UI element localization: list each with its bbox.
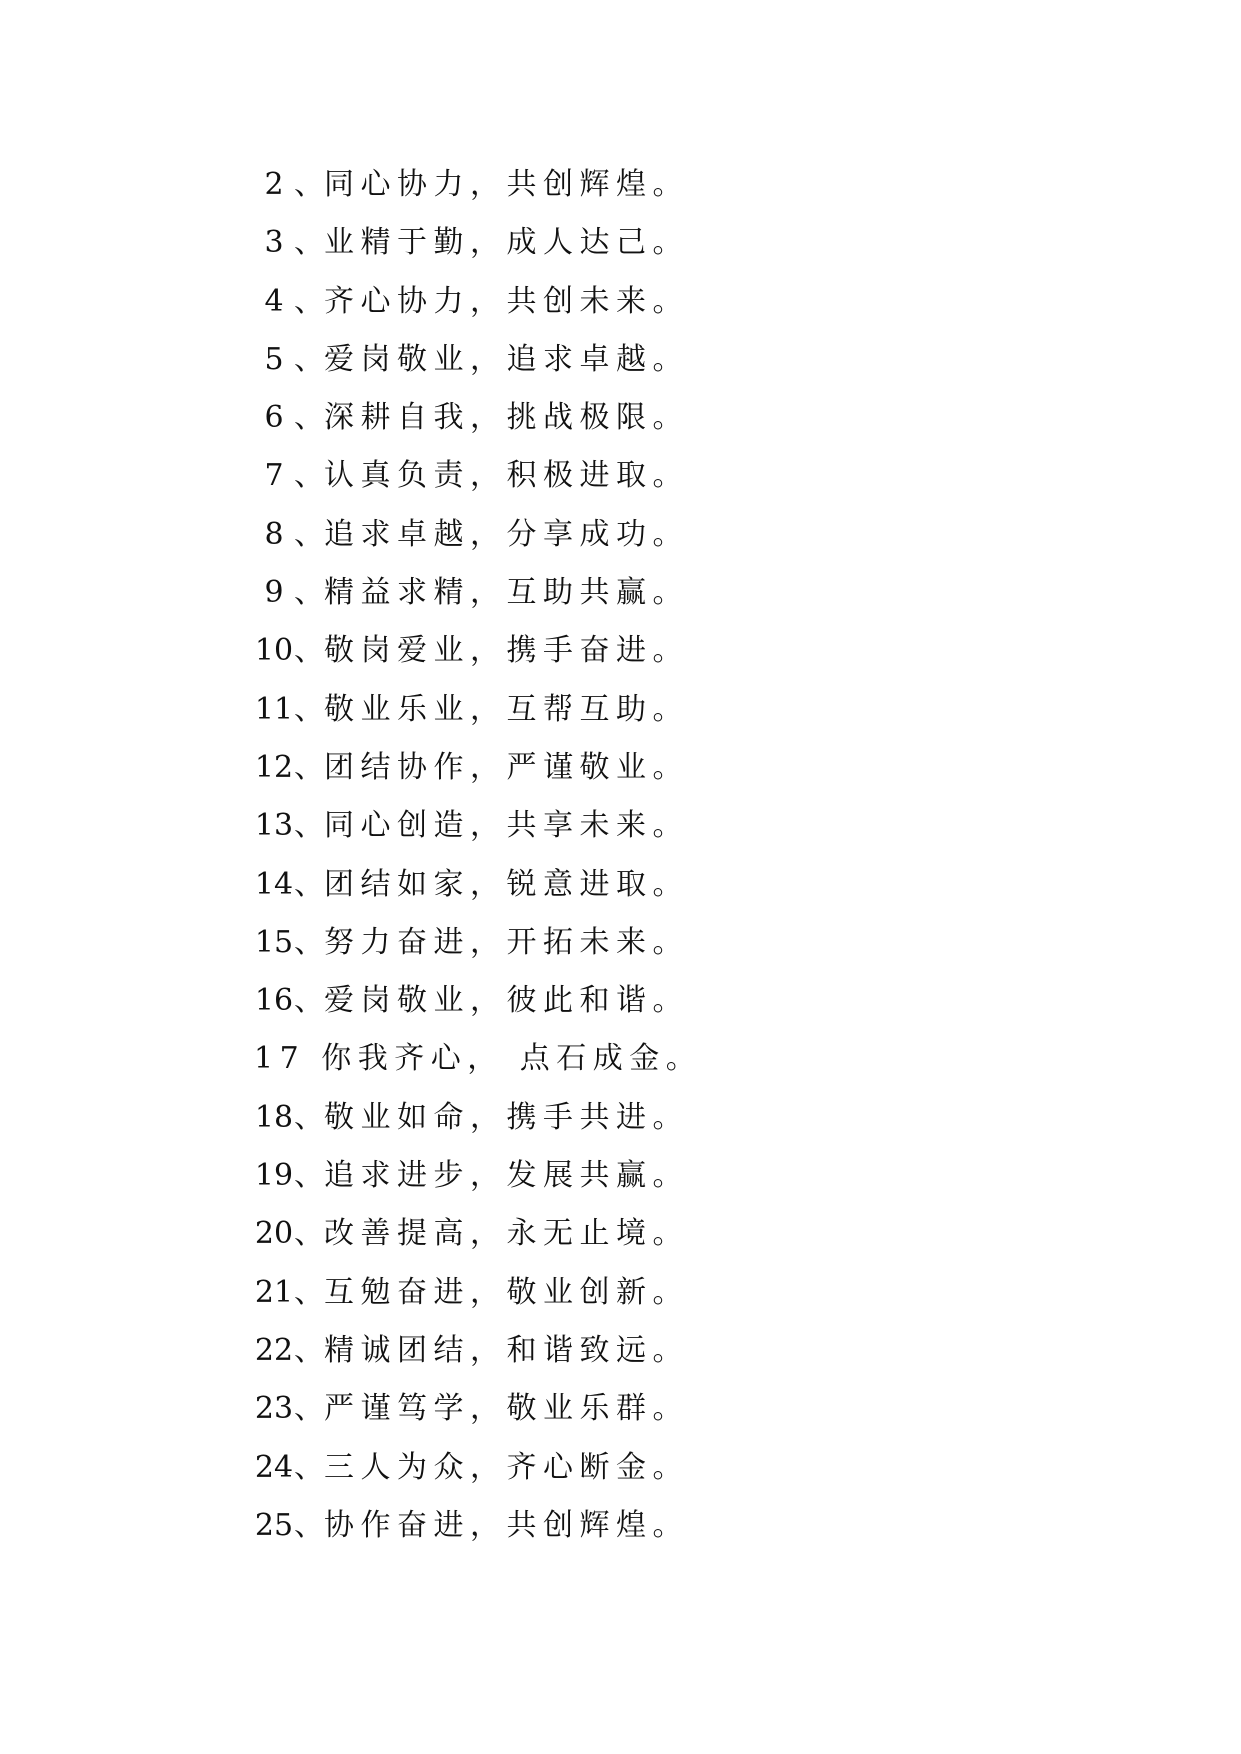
item-separator: 、: [294, 341, 324, 377]
list-item: [254, 389, 702, 447]
list-item: [254, 1322, 702, 1380]
item-separator: 、: [294, 691, 324, 727]
list-item: [254, 447, 702, 505]
list-item: [254, 1205, 702, 1263]
list-item: [254, 739, 702, 797]
list-item: [254, 1264, 702, 1322]
list-item: [254, 506, 702, 564]
item-separator: 、: [294, 225, 324, 261]
item-text: 业精于勤，成人达己。: [324, 225, 689, 261]
item-text: 协作奋进，共创辉煌。: [324, 1507, 689, 1543]
item-number: 12: [254, 749, 294, 785]
list-item: [254, 1439, 702, 1497]
item-number: 13: [254, 808, 294, 844]
item-number: 25: [254, 1507, 294, 1543]
item-separator: 、: [294, 1216, 324, 1252]
list-item: [254, 156, 702, 214]
item-text: 爱岗敬业，追求卓越。: [324, 341, 689, 377]
item-text: 追求卓越，分享成功。: [324, 516, 689, 552]
list-item: [254, 622, 702, 680]
item-text: 团结协作，严谨敬业。: [324, 749, 689, 785]
item-separator: 、: [294, 1391, 324, 1427]
slogan-list: [254, 156, 702, 1555]
item-separator: 、: [294, 575, 324, 611]
list-item: [254, 1497, 702, 1555]
item-text: 同心协力，共创辉煌。: [324, 167, 689, 202]
list-item: [254, 1380, 702, 1438]
list-item: [254, 914, 702, 972]
item-separator: 、: [294, 1274, 324, 1310]
item-separator: 、: [294, 1158, 324, 1194]
item-number: 20: [254, 1216, 294, 1252]
item-number: 21: [254, 1274, 294, 1310]
item-text: 努力奋进，开拓未来。: [324, 924, 689, 960]
item-text: 改善提高，永无止境。: [324, 1216, 689, 1252]
list-item: [254, 1089, 702, 1147]
item-number: 2: [264, 167, 284, 202]
list-item: [254, 797, 702, 855]
item-number: 23: [254, 1391, 294, 1427]
item-separator: 、: [294, 167, 324, 202]
item-number: 14: [254, 866, 294, 902]
list-item-unformatted: [254, 1030, 702, 1088]
item-separator: 、: [294, 1449, 324, 1485]
item-raw-text: 17 你我齐心， 点石成金。: [254, 1041, 703, 1077]
item-text: 精益求精，互助共赢。: [324, 575, 689, 611]
item-number: 24: [254, 1449, 294, 1485]
item-separator: 、: [294, 924, 324, 960]
item-number: 11: [254, 691, 294, 727]
list-item: [254, 856, 702, 914]
item-text: 团结如家，锐意进取。: [324, 866, 689, 902]
item-separator: 、: [294, 808, 324, 844]
item-text: 精诚团结，和谐致远。: [324, 1332, 689, 1368]
item-text: 三人为众，齐心断金。: [324, 1449, 689, 1485]
item-number: 22: [254, 1332, 294, 1368]
item-number: 4: [264, 283, 284, 319]
item-separator: 、: [294, 983, 324, 1019]
item-separator: 、: [294, 458, 324, 494]
item-number: 5: [264, 341, 284, 377]
item-number: 6: [264, 400, 284, 436]
item-number: 15: [254, 924, 294, 960]
item-separator: 、: [294, 1507, 324, 1543]
item-text: 爱岗敬业，彼此和谐。: [324, 983, 689, 1019]
item-number: 16: [254, 983, 294, 1019]
item-text: 深耕自我，挑战极限。: [324, 400, 689, 436]
item-separator: 、: [294, 516, 324, 552]
item-separator: 、: [294, 1332, 324, 1368]
item-number: 3: [264, 225, 284, 261]
item-separator: 、: [294, 866, 324, 902]
item-text: 认真负责，积极进取。: [324, 458, 689, 494]
list-item: [254, 214, 702, 272]
list-item: [254, 1147, 702, 1205]
item-text: 齐心协力，共创未来。: [324, 283, 689, 319]
item-separator: 、: [294, 749, 324, 785]
list-item: [254, 972, 702, 1030]
item-text: 同心创造，共享未来。: [324, 808, 689, 844]
item-text: 互勉奋进，敬业创新。: [324, 1274, 689, 1310]
item-text: 追求进步，发展共赢。: [324, 1158, 689, 1194]
list-item: [254, 273, 702, 331]
list-item: [254, 681, 702, 739]
item-text: 敬业乐业，互帮互助。: [324, 691, 689, 727]
item-number: 9: [264, 575, 284, 611]
item-number: 19: [254, 1158, 294, 1194]
item-number: 18: [254, 1099, 294, 1135]
item-separator: 、: [294, 283, 324, 319]
item-separator: 、: [294, 1099, 324, 1135]
item-separator: 、: [294, 400, 324, 436]
item-number: 7: [264, 458, 284, 494]
item-separator: 、: [294, 633, 324, 669]
list-item: [254, 331, 702, 389]
item-text: 敬业如命，携手共进。: [324, 1099, 689, 1135]
item-text: 严谨笃学，敬业乐群。: [324, 1391, 689, 1427]
item-number: 10: [254, 633, 294, 669]
list-item: [254, 564, 702, 622]
item-number: 8: [264, 516, 284, 552]
item-text: 敬岗爱业，携手奋进。: [324, 633, 689, 669]
